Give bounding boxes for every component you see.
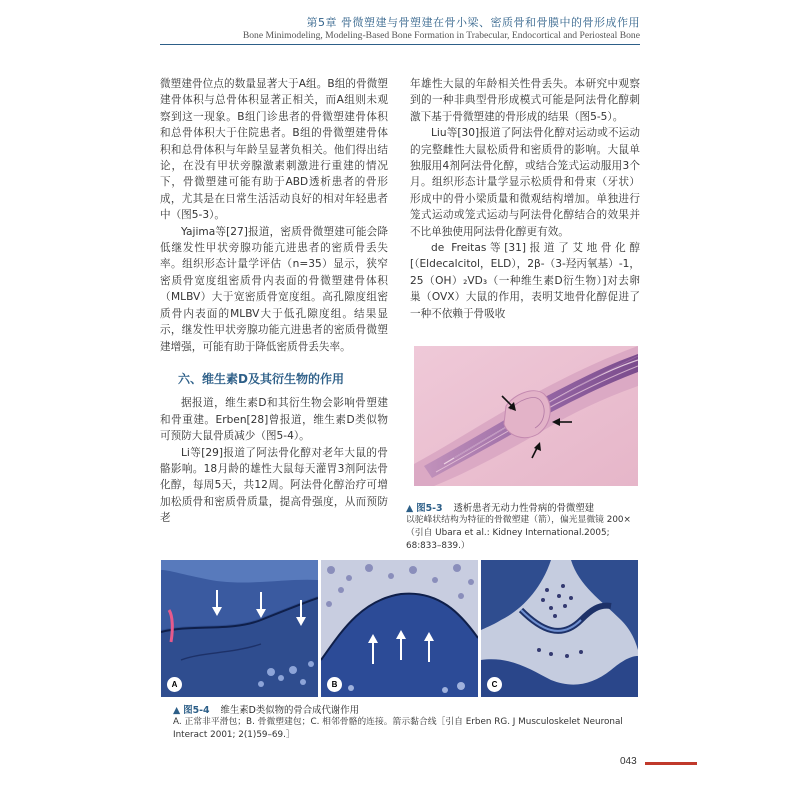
panel-label-b: B: [327, 677, 342, 692]
paragraph: Li等[29]报道了阿法骨化醇对老年大鼠的骨骼影响。18月龄的雄性大鼠每天灌胃3剂阿法骨化醇，每周5天，共12周。阿法骨化醇治疗可增加松质骨和密质骨质量，提高骨强度，从而预防老: [160, 446, 388, 525]
section-heading: 六、维生素D及其衍生物的作用: [178, 371, 344, 386]
page-number: 043: [620, 756, 637, 767]
figure-5-4-panel-b: [321, 560, 478, 697]
caption-line: （引自 Ubara et al.: Kidney International.2005; 68:833–839.）: [406, 528, 610, 551]
figure-5-3-micrograph: [414, 346, 638, 486]
figure-5-4-caption: [173, 702, 643, 742]
paragraph: 据报道，维生素D和其衍生物会影响骨塑建和骨重建。Erben[28]曾报道，维生素D类似物可预防大鼠骨质减少（图5-4）。: [160, 397, 388, 443]
panel-label-a: A: [167, 677, 182, 692]
panel-label-c: C: [487, 677, 502, 692]
figure-5-4-panel-a: [161, 560, 318, 697]
header-rule: [160, 44, 640, 45]
page-number-bar: [645, 762, 697, 765]
paragraph: Yajima等[27]报道，密质骨微塑建可能会降低继发性甲状旁腺功能亢进患者的密质骨丢失率。组织形态计量学评估（n=35）显示，狭窄密质骨宽度组密质骨内表面的骨微塑建骨体积（MLBV）大于宽密质骨宽度组。高孔隙度组密质骨内表面的MLBV大于低孔隙度组。结果显示，继发性甲状旁腺功能亢进患者的密质骨微塑建增强，可能有助于降低密质骨丢失率。: [160, 225, 388, 353]
running-header-chapter: 第5章 骨微塑建与骨塑建在骨小梁、密质骨和骨膜中的骨形成作用: [306, 16, 640, 29]
figure-number: 图5-4: [183, 705, 210, 716]
triangle-marker-icon: ▲: [173, 705, 181, 716]
paragraph: Liu等[30]报道了阿法骨化醇对运动或不运动的完整雌性大鼠松质骨和密质骨的影响。大鼠单独服用4剂阿法骨化醇，或结合笼式运动服用3个月。组织形态计量学显示松质骨和骨束（牙状）形成中的骨小梁质量和微观结构增加。单独进行笼式运动或笼式运动与阿法骨化醇结合的效果并不比单独使用阿法骨化醇更有效。: [410, 127, 640, 238]
left-text-column: [160, 76, 388, 527]
right-text-column: [410, 76, 640, 322]
paragraph: 年雄性大鼠的年龄相关性骨丢失。本研究中观察到的一种非典型骨形成模式可能是阿法骨化醇刺激下基于骨微塑建的骨形成的结果（图5-5）。: [410, 78, 640, 123]
figure-number: 图5-3: [416, 503, 443, 514]
caption-line: 以驼峰状结构为特征的骨微塑建（箭），偏光显微镜 200×: [406, 515, 631, 525]
figure-5-3-caption: [406, 500, 646, 553]
caption-line: Interact 2001; 2(1)59–69.］: [173, 730, 295, 740]
figure-title: 维生素D类似物的骨合成代谢作用: [220, 705, 359, 716]
paragraph: de Freitas等[31]报道了艾地骨化醇[（Eldecalcitol，ELD），2β-（3-羟丙氧基）-1，25（OH）₂VD₃（一种维生素D衍生物）]对去卵巢（OVX）大鼠的作用，表明艾地骨化醇促进了一种不依赖于骨吸收: [410, 242, 640, 320]
figure-title: 透析患者无动力性骨病的骨微塑建: [453, 503, 595, 514]
running-header-english: Bone Minimodeling, Modeling-Based Bone Formation in Trabecular, Endocortical and Periosteal Bone: [242, 30, 640, 41]
caption-line: A. 正常非平滑包；B. 骨微塑建包；C. 相邻骨骼的连接。箭示黏合线［引自 Erben RG. J Musculoskelet Neuronal: [173, 717, 623, 727]
triangle-marker-icon: ▲: [406, 503, 414, 514]
paragraph: 微塑建骨位点的数量显著大于A组。B组的骨微塑建骨体积与总骨体积显著正相关，而A组则未观察到这一现象。B组门诊患者的骨微塑建骨体积和总骨体积大于住院患者。B组的骨微塑建骨体积和总骨体积与年龄呈显著负相关。他们得出结论，在没有甲状旁腺激素刺激进行重建的情况下，骨微塑建可能有助于ABD透析患者的骨形成，尤其是在日常生活活动良好的相对年轻患者中（图5-3）。: [160, 78, 388, 222]
figure-5-4-panel-c: [481, 560, 638, 697]
